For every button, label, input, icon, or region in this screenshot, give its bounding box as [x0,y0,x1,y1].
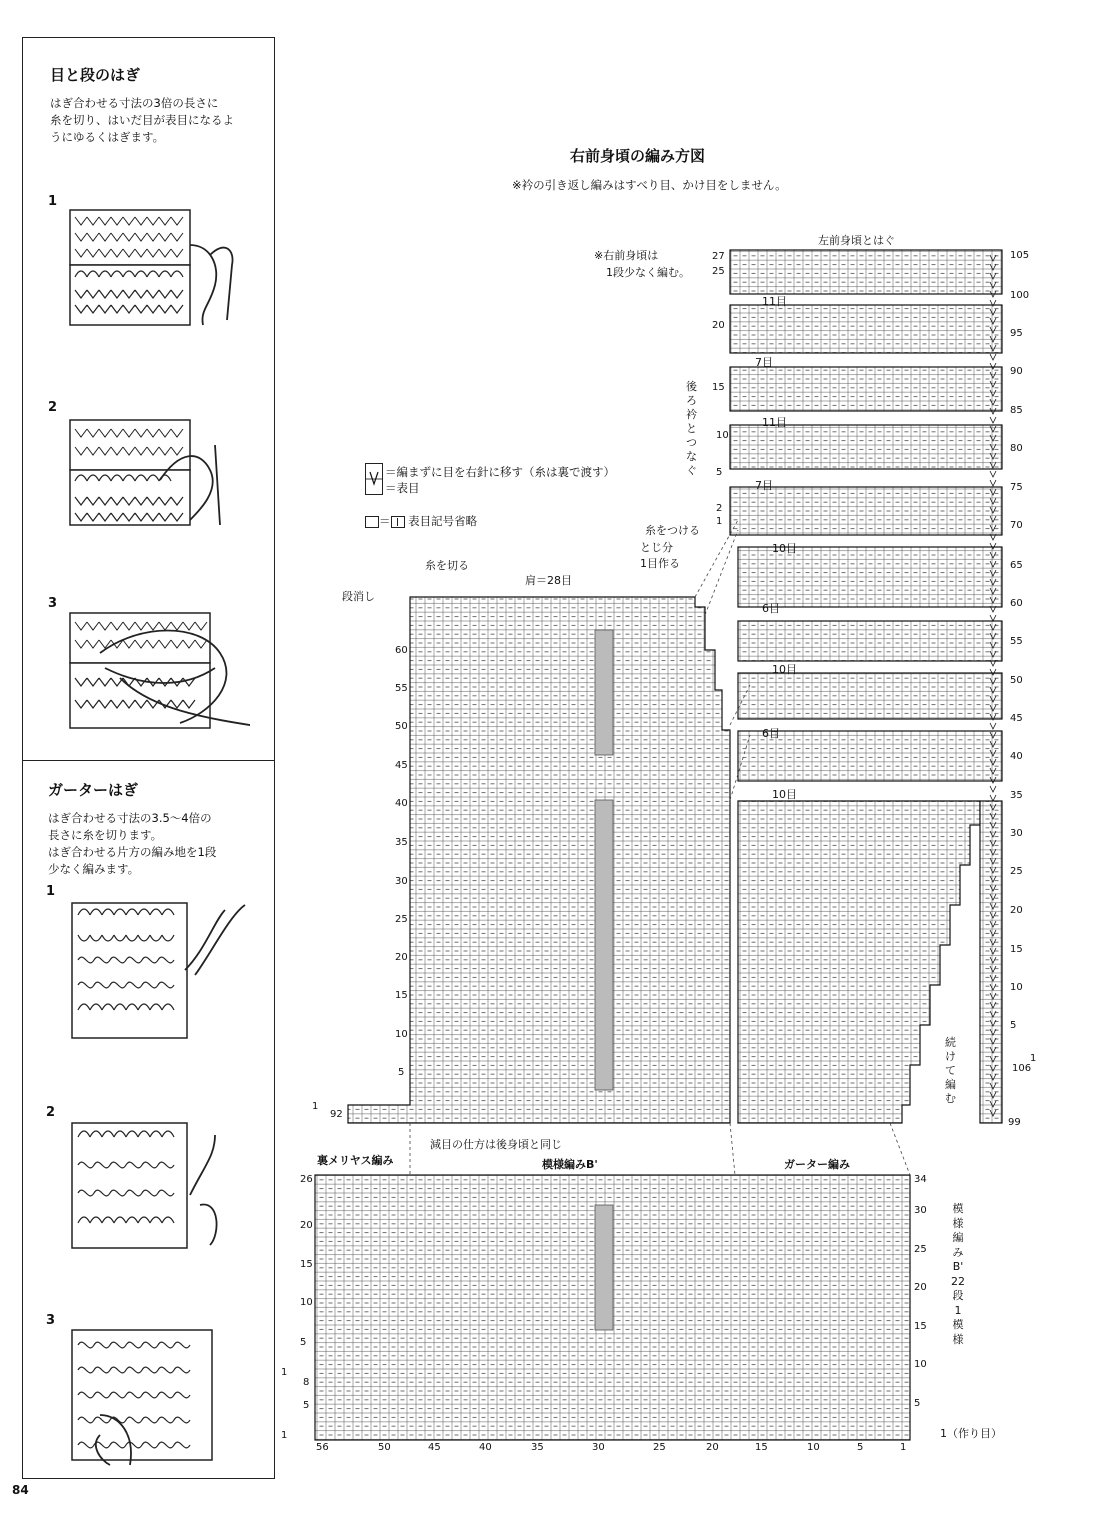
chart-title: 右前身頃の編み方図 [570,147,706,165]
step-1: 1 [48,194,58,209]
row-number-left: 10 [395,1029,408,1040]
short-row-label: 11目 [762,295,787,308]
row-number-left-top: 1 [716,516,723,527]
slip-stitch-mark [990,480,996,486]
label-char: 様 [952,1332,964,1346]
label-continue [945,1036,959,1106]
row-number-right: 85 [1010,405,1023,416]
short-row-label: 10目 [772,788,797,801]
label-left-front-join: 左前身頃とはぐ [818,234,895,247]
row-number-right: 40 [1010,751,1023,762]
column-number: 40 [479,1442,492,1453]
garter-graft-illustration-3 [60,1325,250,1475]
page-number: 84 [12,1483,29,1497]
column-number: 10 [807,1442,820,1453]
row-number-right: 25 [1010,866,1023,877]
section2-title: ガーターはぎ [48,781,139,799]
row-number-left: 55 [395,683,408,694]
row-number-left: 35 [395,837,408,848]
note-line: ※右前身頃は [594,249,659,262]
section2-body [48,810,216,878]
label-shoulder: 肩＝28目 [525,574,572,587]
section1-body-line: うにゆるくはぎます。 [50,130,165,144]
label-char: 様 [952,1216,964,1230]
collar-section [730,367,1002,411]
row-number-right: 106 [1012,1063,1032,1074]
collar-section [738,547,1002,607]
label-char: 編 [945,1078,956,1091]
step-3: 3 [48,596,58,611]
column-number: 5 [857,1442,864,1453]
row-number-right-low: 20 [914,1282,927,1293]
label-back-collar [686,380,700,478]
label-line: とじ分 [640,541,673,554]
row-number-right: 70 [1010,520,1023,531]
label-dankeshi: 段消し [342,590,375,603]
row-number-left-low: 1 [281,1367,288,1378]
label-cut-yarn: 糸を切る [425,559,469,572]
collar-section [730,487,1002,535]
legend-slip-text: ＝編まずに目を右針に移す（糸は裏で渡す） [385,465,615,479]
cable-shade [595,1205,613,1330]
collar-section [738,673,1002,719]
row-number-left-low: 20 [300,1220,313,1231]
collar-section [730,305,1002,353]
section1-body [50,95,234,146]
row-number-left-low: 5 [300,1337,307,1348]
short-row-label: 11目 [762,416,787,429]
label-char: つ [686,436,697,449]
panel-divider [22,760,275,761]
label-char: 段 [952,1289,964,1302]
chart-note: ※衿の引き返し編みはすべり目、かけ目をしません。 [512,178,787,192]
row-number-left-top: 5 [716,467,723,478]
row-number-left-top: 15 [712,382,725,393]
row-number-right: 55 [1010,636,1023,647]
legend-omit-text: 表目記号省略 [408,514,478,528]
row-number-right-low: 10 [914,1359,927,1370]
label-decrease-note: 減目の仕方は後身頃と同じ [430,1138,562,1151]
row-number-right: 50 [1010,675,1023,686]
section1-body-line: 糸を切り、はいだ目が表目になるよ [50,113,234,127]
row-number-right: 105 [1010,250,1030,261]
label-line: 1目作る [640,557,680,570]
row-number-left-top: 10 [716,430,729,441]
garter-graft-illustration-1 [60,895,250,1045]
row-number-right-low: 15 [914,1321,927,1332]
column-number: 45 [428,1442,441,1453]
row-number-left-top: 25 [712,266,725,277]
row-number-left-top: 20 [712,320,725,331]
step-3: 3 [46,1313,56,1328]
short-row-label: 7目 [755,356,773,369]
row-number-right: 1 [1030,1053,1037,1064]
collar-section [738,621,1002,661]
label-char: 1 [954,1303,962,1317]
row-number-right: 35 [1010,790,1023,801]
row-number-left-low: 8 [303,1377,310,1388]
short-row-label: 10目 [772,542,797,555]
label-char: 続 [945,1036,956,1049]
short-row-label: 6目 [762,602,780,615]
column-number: 20 [706,1442,719,1453]
column-number: 35 [531,1442,544,1453]
row-number-right: 90 [1010,366,1023,377]
row-number-right: 10 [1010,982,1023,993]
mattress-stitch-illustration-1 [60,205,250,335]
section2-body-line: はぎ合わせる寸法の3.5〜4倍の [48,811,212,825]
front-edge-section [738,801,980,1123]
label-pattern-b: 模様編みB' [542,1158,598,1171]
row-number-left: 20 [395,952,408,963]
label-char: と [686,422,697,435]
row-number-right: 5 [1010,1020,1017,1031]
row-number-left: 92 [330,1109,343,1120]
collar-section [730,425,1002,469]
row-number-right: 20 [1010,905,1023,916]
column-number: 1 [900,1442,907,1453]
label-char: み [952,1245,964,1259]
label-char: け [945,1050,956,1063]
label-attach-yarn: 糸をつける [645,524,700,537]
column-number: 56 [316,1442,329,1453]
section2-body-line: はぎ合わせる片方の編み地を1段 [48,845,217,859]
body-chart-upper [348,597,730,1123]
row-number-right: 99 [1008,1117,1021,1128]
row-number-right: 95 [1010,328,1023,339]
step-2: 2 [46,1105,56,1120]
front-band-strip [980,801,1002,1123]
label-char: 22 [951,1274,965,1288]
row-number-left: 15 [395,990,408,1001]
section1-title: 目と段のはぎ [50,66,141,84]
row-number-right: 100 [1010,290,1030,301]
mattress-stitch-illustration-3 [60,608,250,738]
label-char: む [945,1092,956,1105]
label-char: 模 [952,1318,964,1331]
label-pattern-side [948,1202,968,1347]
short-row-label: 7目 [755,479,773,492]
row-number-left: 1 [312,1101,319,1112]
row-number-left: 5 [398,1067,405,1078]
note-line: 1段少なく編む。 [606,266,690,279]
slip-stitch-mark [990,417,996,423]
step-1: 1 [46,884,56,899]
label-char: 模 [952,1202,964,1215]
label-char: 編 [952,1231,964,1244]
slip-stitch-mark [990,615,996,621]
row-number-left: 30 [395,876,408,887]
label-reverse-stockinette: 裏メリヤス編み [317,1154,394,1167]
short-row-label: 10目 [772,663,797,676]
column-number: 15 [755,1442,768,1453]
row-number-left-top: 2 [716,503,723,514]
section2-body-line: 長さに糸を切ります。 [48,828,163,842]
row-number-right: 80 [1010,443,1023,454]
label-garter: ガーター編み [784,1158,850,1171]
row-number-left: 50 [395,721,408,732]
column-number: 25 [653,1442,666,1453]
row-number-left: 40 [395,798,408,809]
slip-stitch-mark [990,723,996,729]
row-number-right-low: 25 [914,1244,927,1255]
row-number-left-low: 5 [303,1400,310,1411]
cable-shade [595,800,613,1090]
row-number-right-low: 5 [914,1398,921,1409]
label-char: ろ [686,394,697,407]
row-number-left: 25 [395,914,408,925]
section1-body-line: はぎ合わせる寸法の3倍の長さに [50,96,219,110]
garter-graft-illustration-2 [60,1115,250,1255]
row-number-left-low: 26 [300,1174,313,1185]
label-char: ぐ [686,464,697,477]
slip-stitch-mark [990,471,996,477]
row-number-left-top: 27 [712,251,725,262]
slip-stitch-mark [990,354,996,360]
row-number-right: 75 [1010,482,1023,493]
column-number: 50 [378,1442,391,1453]
row-number-left-low: 10 [300,1297,313,1308]
slip-stitch-mark [990,795,996,801]
row-number-right: 65 [1010,560,1023,571]
row-number-right-low: 34 [914,1174,927,1185]
row-number-left-low: 15 [300,1259,313,1270]
row-number-right-low: 30 [914,1205,927,1216]
label-char: 衿 [686,408,697,421]
row-number-right: 45 [1010,713,1023,724]
row-number-left: 45 [395,760,408,771]
label-tojibun [640,540,680,572]
mattress-stitch-illustration-2 [60,415,250,535]
row-number-left-low: 1 [281,1430,288,1441]
step-2: 2 [48,400,58,415]
label-char: 後 [686,380,697,393]
slip-stitch-mark [990,786,996,792]
column-number: 30 [592,1442,605,1453]
section2-body-line: 少なく編みます。 [48,862,140,876]
short-row-label: 6目 [762,727,780,740]
label-char: な [686,450,697,463]
label-char: て [945,1064,956,1077]
collar-section-top [730,250,1002,294]
row-number-right: 15 [1010,944,1023,955]
row-number-left: 60 [395,645,408,656]
row-number-right: 60 [1010,598,1023,609]
legend-eq: ＝ [379,514,391,528]
label-char: B' [952,1260,964,1273]
cable-shade [595,630,613,755]
legend-knit-text: ＝表目 [385,481,420,495]
row-number-right: 30 [1010,828,1023,839]
label-cast-on: 1（作り目） [940,1427,1002,1440]
